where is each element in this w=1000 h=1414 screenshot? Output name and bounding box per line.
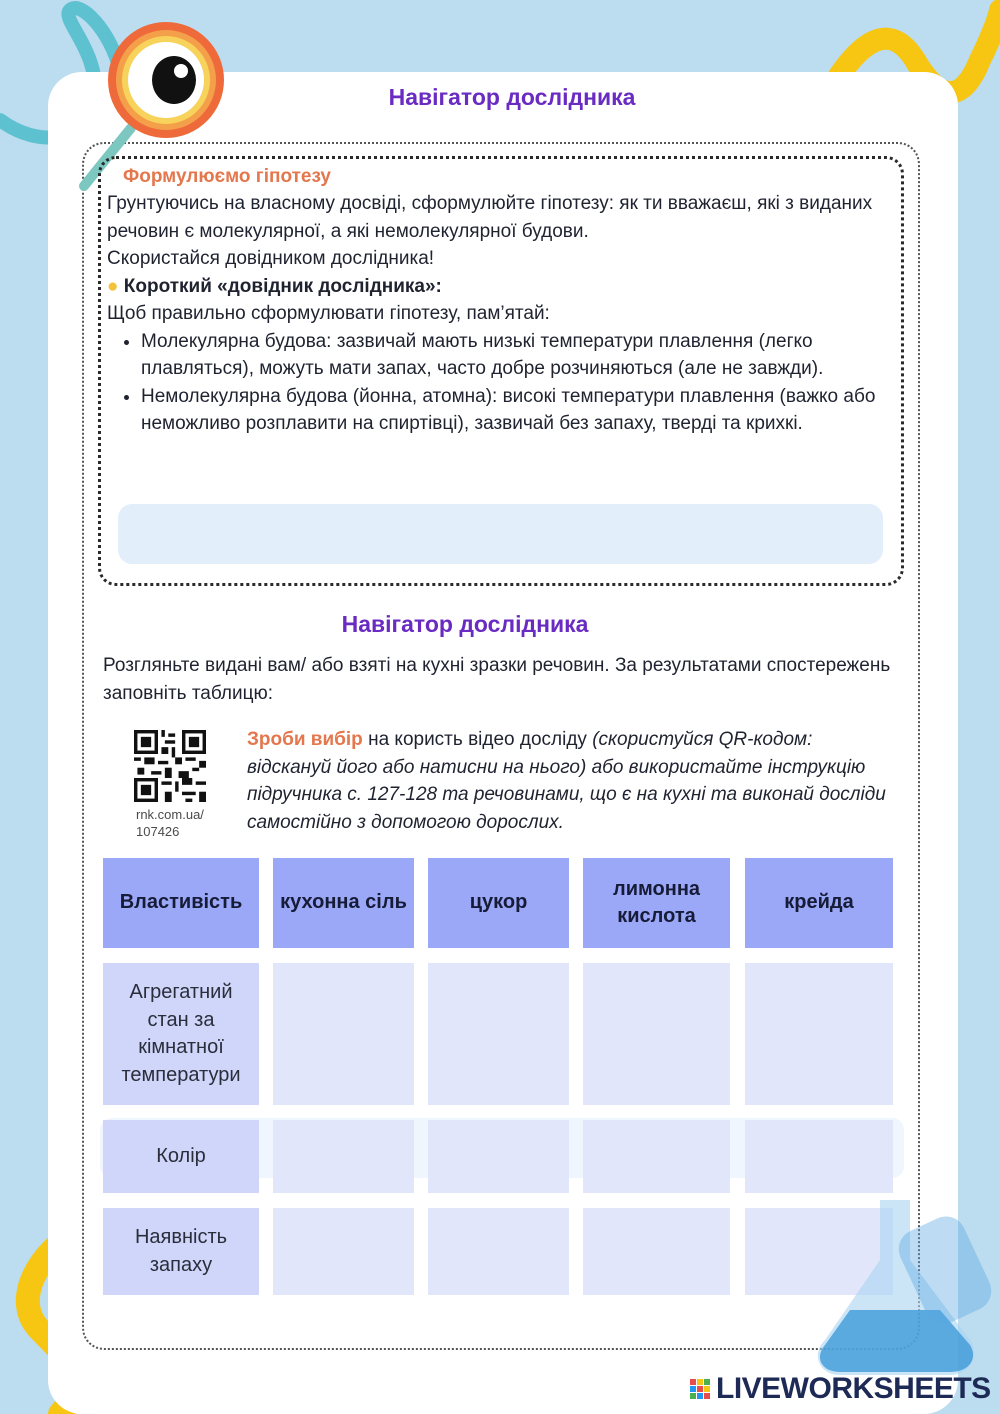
page-title: Навігатор дослідника <box>388 84 636 110</box>
liveworksheets-logo[interactable] <box>690 1372 991 1406</box>
hypothesis-answer-field[interactable] <box>118 504 883 564</box>
table-cell[interactable] <box>583 963 730 1105</box>
table-header-sugar: цукор <box>428 858 569 948</box>
table-cell[interactable] <box>273 963 414 1105</box>
hypothesis-heading: Формулюємо гіпотезу <box>123 166 331 187</box>
choice-paragraph <box>247 726 897 836</box>
table-cell[interactable] <box>583 1208 730 1295</box>
flask-icon <box>800 1190 1000 1390</box>
hypothesis-intro <box>107 190 887 438</box>
row-label-color: Колір <box>103 1120 259 1193</box>
lightbulb-icon: ● <box>107 275 119 297</box>
table-cell[interactable] <box>745 1120 893 1193</box>
choice-highlight: Зроби вибір <box>247 729 363 750</box>
table-cell[interactable] <box>745 963 893 1105</box>
qr-url-line1: rnk.com.ua/ <box>136 807 204 822</box>
table-header-salt: кухонна сіль <box>273 858 414 948</box>
table-header-citric-acid: лимонна кислота <box>583 858 730 948</box>
guide-bullet: • Молекулярна будова: зазвичай мають низькі температури плавлення (легко плавляться), можуть мати запах, часто добре розчиняються (але не завжди). <box>141 328 887 383</box>
table-header-property: Властивість <box>103 858 259 948</box>
qr-url[interactable] <box>136 806 204 840</box>
row-label-state: Агрегатний стан за кімнатної температури <box>103 963 259 1105</box>
guide-bullet: • Немолекулярна будова (йонна, атомна): високі температури плавлення (важко або неможливо розплавити на спиртівці), зазвичай без запаху, тверді та крихкі. <box>141 383 887 438</box>
choice-plain: на користь відео досліду <box>362 729 593 750</box>
guide-intro: Щоб правильно сформулювати гіпотезу, пам’ятай: <box>107 303 550 324</box>
guide-title: Короткий «довідник дослідника»: <box>123 275 442 297</box>
guide-title-row <box>107 273 887 301</box>
section-title: Навігатор дослідника <box>341 611 589 637</box>
hypothesis-hint: Скористайся довідником дослідника! <box>107 248 435 269</box>
table-cell[interactable] <box>428 1120 569 1193</box>
table-header-chalk: крейда <box>745 858 893 948</box>
section-intro: Розгляньте видані вам/ або взяті на кухні зразки речовин. За результатами спостережень заповніть таблицю: <box>103 655 891 704</box>
table-cell[interactable] <box>583 1120 730 1193</box>
table-cell[interactable] <box>428 963 569 1105</box>
qr-code-icon[interactable] <box>134 730 206 802</box>
qr-url-line2: 107426 <box>136 824 180 839</box>
table-cell[interactable] <box>273 1208 414 1295</box>
hypothesis-intro-text: Грунтуючись на власному досвіді, сформулюйте гіпотезу: як ти вважаєш, які з виданих речовин є молекулярної, а які немолекулярної будови. <box>107 193 873 242</box>
row-label-smell: Наявність запаху <box>103 1208 259 1295</box>
table-cell[interactable] <box>273 1120 414 1193</box>
choice-italic: (скористуйся QR-кодом: відскануй його або натисни на нього) або використайте інструкцію підручника с. 127-128 та речовинами, що є на кухні та виконай досліди самостійно з допомогою дорослих. <box>247 729 886 833</box>
brand-mark-icon <box>690 1379 710 1399</box>
brand-name: LIVEWORKSHEETS <box>716 1372 991 1405</box>
guide-bullets <box>107 328 887 438</box>
table-cell[interactable] <box>428 1208 569 1295</box>
